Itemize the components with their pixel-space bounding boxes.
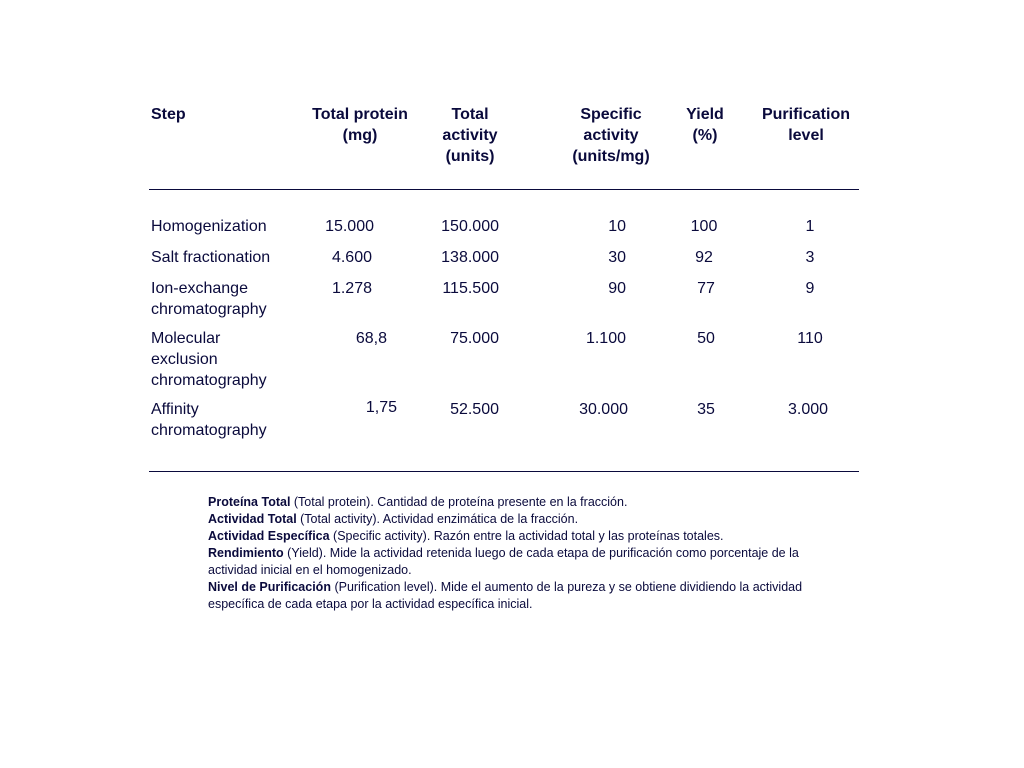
row-3-step: Ion-exchange chromatography <box>151 280 267 318</box>
row-4-activity: 75.000 <box>450 330 499 347</box>
row-1-step: Homogenization <box>151 218 267 235</box>
header-purification-level: Purification level <box>761 106 850 144</box>
row-5-purification: 3.000 <box>787 401 829 418</box>
row-1-activity: 150.000 <box>441 218 499 235</box>
row-4-step: Molecular exclusion chromatography <box>151 330 267 389</box>
row-1-purification: 1 <box>805 218 815 235</box>
note-total-protein <box>208 494 828 511</box>
row-2-yield: 92 <box>695 249 713 266</box>
note-term: Nivel de Purificación <box>208 580 331 594</box>
note-text: (Purification level). Mide el aumento de la pureza y se obtiene dividiendo la actividad específica de cada etapa por la actividad específica inicial. <box>208 580 803 611</box>
row-5-protein: 1,75 <box>365 399 397 416</box>
row-1-specific: 10 <box>608 218 626 235</box>
row-5-yield: 35 <box>697 401 715 418</box>
header-specific-activity: Specific activity (units/mg) <box>572 106 650 165</box>
row-3-specific: 90 <box>608 280 626 297</box>
header-yield: Yield (%) <box>686 106 724 144</box>
note-text: (Specific activity). Razón entre la actividad total y las proteínas totales. <box>329 529 724 543</box>
note-term: Proteína Total <box>208 495 291 509</box>
header-total-protein: Total protein (mg) <box>312 106 408 144</box>
row-4-specific: 1.100 <box>585 330 626 347</box>
row-3-purification: 9 <box>805 280 815 297</box>
header-step: Step <box>151 106 186 123</box>
row-4-yield: 50 <box>697 330 715 347</box>
note-purification-level <box>208 579 828 613</box>
row-5-activity: 52.500 <box>450 401 499 418</box>
row-3-yield: 77 <box>697 280 715 297</box>
row-2-specific: 30 <box>608 249 626 266</box>
note-total-activity <box>208 511 828 528</box>
note-text: (Total protein). Cantidad de proteína presente en la fracción. <box>290 495 628 509</box>
note-text: (Yield). Mide la actividad retenida luego de cada etapa de purificación como porcentaje de la actividad inicial en el homogenizado. <box>208 546 799 577</box>
note-term: Actividad Específica <box>208 529 330 543</box>
note-term: Actividad Total <box>208 512 297 526</box>
note-specific-activity <box>208 528 828 545</box>
table-bottom-rule <box>149 471 859 472</box>
row-5-specific: 30.000 <box>579 401 628 418</box>
note-text: (Total activity). Actividad enzimática de la fracción. <box>296 512 579 526</box>
row-1-yield: 100 <box>690 218 718 235</box>
row-2-purification: 3 <box>805 249 815 266</box>
note-yield <box>208 545 828 579</box>
row-4-protein: 68,8 <box>355 330 387 347</box>
row-2-protein: 4.600 <box>331 249 372 266</box>
glossary-notes <box>208 494 828 613</box>
row-4-purification: 110 <box>797 330 823 347</box>
row-2-activity: 138.000 <box>441 249 499 266</box>
row-3-activity: 115.500 <box>442 280 499 297</box>
row-5-step: Affinity chromatography <box>151 401 267 439</box>
row-1-protein: 15.000 <box>325 218 374 235</box>
header-total-activity: Total activity (units) <box>442 106 498 165</box>
table-top-rule <box>149 189 859 190</box>
row-2-step: Salt fractionation <box>151 249 271 266</box>
note-term: Rendimiento <box>208 546 284 560</box>
row-3-protein: 1.278 <box>331 280 372 297</box>
